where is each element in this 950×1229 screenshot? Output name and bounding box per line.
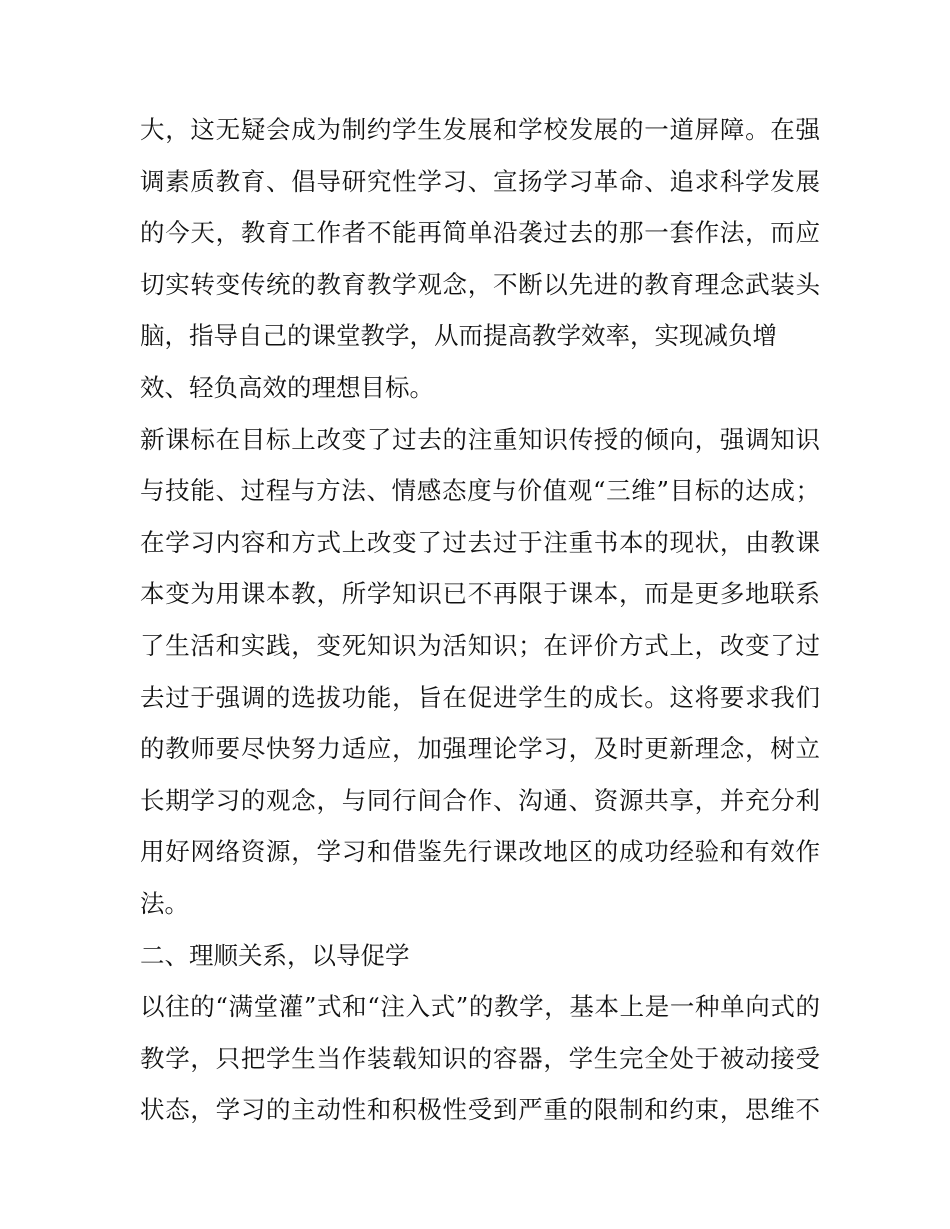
section-heading: 二、理顺关系，以导促学 bbox=[140, 940, 410, 970]
text-line: 脑，指导自己的课堂教学，从而提高教学效率，实现减负增 bbox=[140, 321, 777, 351]
text-line: 大，这无疑会成为制约学生发展和学校发展的一道屏障。在强 bbox=[140, 115, 820, 144]
text-line: 用好网络资源，学习和借鉴先行课改地区的成功经验和有效作 bbox=[140, 837, 820, 867]
text-line: 了生活和实践，变死知识为活知识；在评价方式上，改变了过 bbox=[140, 630, 820, 660]
body-text bbox=[140, 104, 820, 1136]
text-line: 以往的“满堂灌”式和“注入式”的教学，基本上是一种单向式的 bbox=[140, 992, 820, 1022]
text-line: 新课标在目标上改变了过去的注重知识传授的倾向，强调知识 bbox=[140, 424, 820, 454]
text-line: 切实转变传统的教育教学观念，不断以先进的教育理念武装头 bbox=[140, 269, 820, 299]
text-line: 教学，只把学生当作装载知识的容器，学生完全处于被动接受 bbox=[140, 1043, 820, 1073]
text-line: 长期学习的观念，与同行间合作、沟通、资源共享，并充分利 bbox=[140, 785, 820, 815]
text-line: 去过于强调的选拔功能，旨在促进学生的成长。这将要求我们 bbox=[140, 682, 820, 712]
text-line: 在学习内容和方式上改变了过去过于注重书本的现状，由教课 bbox=[140, 527, 820, 557]
text-line: 与技能、过程与方法、情感态度与价值观“三维”目标的达成； bbox=[140, 476, 820, 506]
text-line: 的教师要尽快努力适应，加强理论学习，及时更新理念，树立 bbox=[140, 734, 820, 764]
text-line: 法。 bbox=[140, 888, 189, 918]
text-line: 效、轻负高效的理想目标。 bbox=[140, 372, 434, 402]
text-line: 调素质教育、倡导研究性学习、宣扬学习革命、追求科学发展 bbox=[140, 166, 820, 196]
text-line: 状态，学习的主动性和积极性受到严重的限制和约束，思维不 bbox=[140, 1095, 820, 1125]
text-line: 的今天，教育工作者不能再简单沿袭过去的那一套作法，而应 bbox=[140, 218, 820, 248]
text-line: 本变为用课本教，所学知识已不再限于课本，而是更多地联系 bbox=[140, 579, 820, 609]
